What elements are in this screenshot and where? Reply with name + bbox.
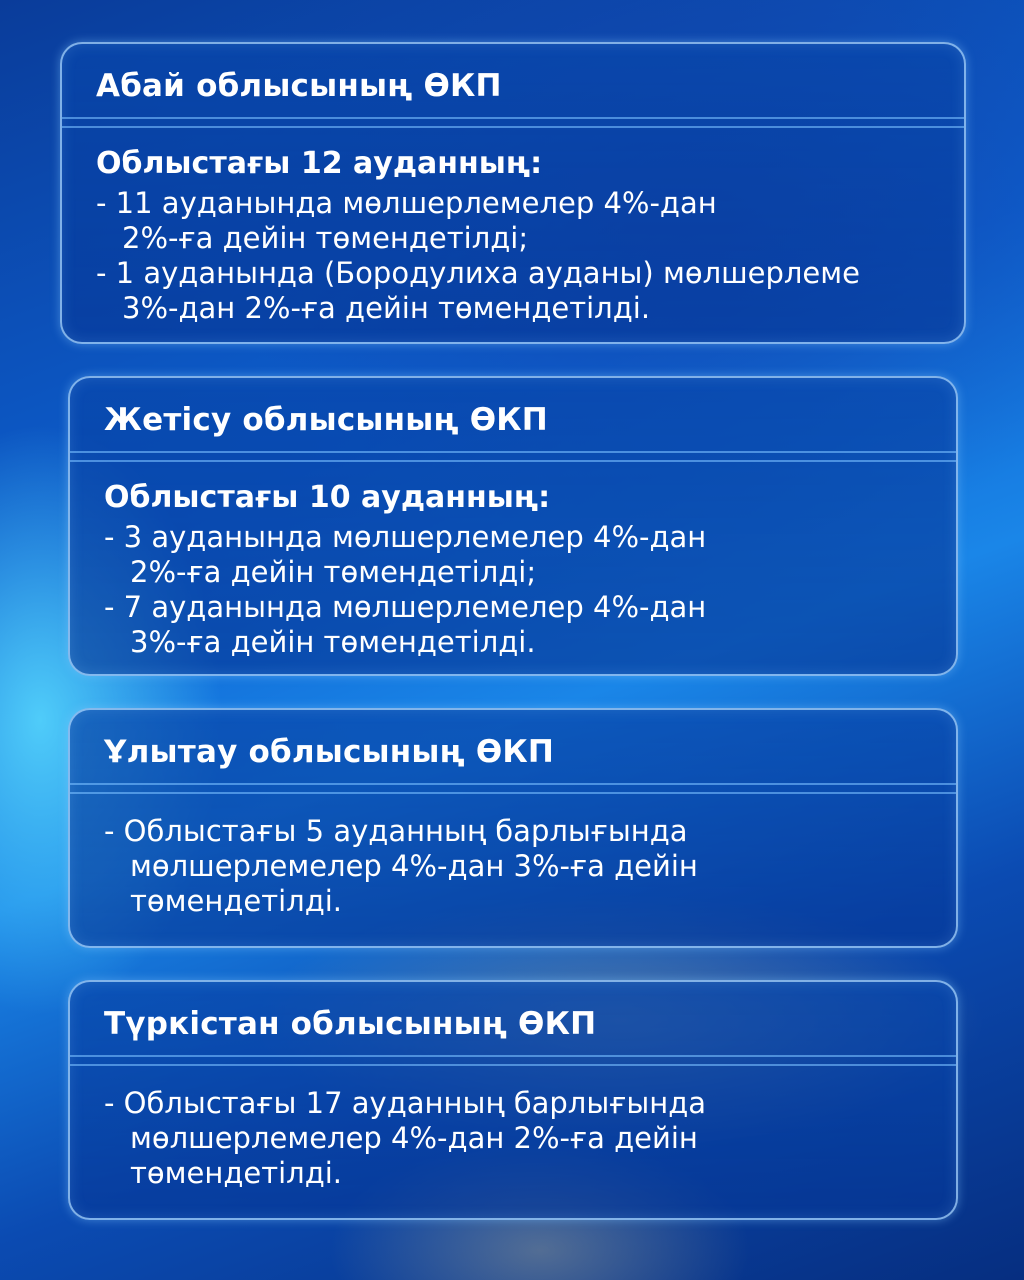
list-item bbox=[96, 256, 964, 326]
list-item-line: мөлшерлемелер 4%-дан 2%-ға дейін bbox=[130, 1121, 698, 1155]
list-item-line: мөлшерлемелер 4%-дан 3%-ға дейін bbox=[130, 849, 698, 883]
card-subhead: Облыстағы 12 ауданның: bbox=[96, 146, 543, 181]
card-body bbox=[70, 794, 956, 919]
card-title: Абай облысының ӨКП bbox=[96, 68, 502, 104]
list-item-line: - Облыстағы 17 ауданның барлығында bbox=[104, 1086, 707, 1120]
list-item-line: төмендетілді. bbox=[130, 1156, 343, 1190]
list-item-line: - 7 ауданында мөлшерлемелер 4%-дан bbox=[104, 590, 707, 624]
list-item-line: 3%-ға дейін төмендетілді. bbox=[130, 625, 536, 659]
card-title: Жетісу облысының ӨКП bbox=[104, 402, 548, 438]
list-item-line: 2%-ға дейін төмендетілді; bbox=[130, 555, 537, 589]
card-header bbox=[70, 710, 956, 794]
card-turkistan bbox=[68, 980, 958, 1220]
list-item bbox=[96, 186, 964, 256]
card-ulytau bbox=[68, 708, 958, 948]
list-item bbox=[104, 520, 956, 590]
list-item-line: - 11 ауданында мөлшерлемелер 4%-дан bbox=[96, 186, 717, 220]
card-body bbox=[70, 462, 956, 660]
card-title: Түркістан облысының ӨКП bbox=[104, 1006, 597, 1042]
card-abai bbox=[60, 42, 966, 344]
card-header bbox=[70, 378, 956, 462]
list-item bbox=[104, 814, 956, 919]
list-item-line: - Облыстағы 5 ауданның барлығында bbox=[104, 814, 688, 848]
list-item-line: - 1 ауданында (Бородулиха ауданы) мөлшерлеме bbox=[96, 256, 860, 290]
list-item-line: 3%-дан 2%-ға дейін төмендетілді. bbox=[122, 291, 651, 325]
card-zhetisu bbox=[68, 376, 958, 676]
card-header bbox=[62, 44, 964, 128]
card-body bbox=[62, 128, 964, 326]
card-subhead: Облыстағы 10 ауданның: bbox=[104, 480, 551, 515]
list-item-line: 2%-ға дейін төмендетілді; bbox=[122, 221, 529, 255]
list-item bbox=[104, 590, 956, 660]
card-body bbox=[70, 1066, 956, 1191]
list-item-line: - 3 ауданында мөлшерлемелер 4%-дан bbox=[104, 520, 707, 554]
card-header bbox=[70, 982, 956, 1066]
list-item bbox=[104, 1086, 956, 1191]
list-item-line: төмендетілді. bbox=[130, 884, 343, 918]
card-title: Ұлытау облысының ӨКП bbox=[104, 734, 555, 770]
